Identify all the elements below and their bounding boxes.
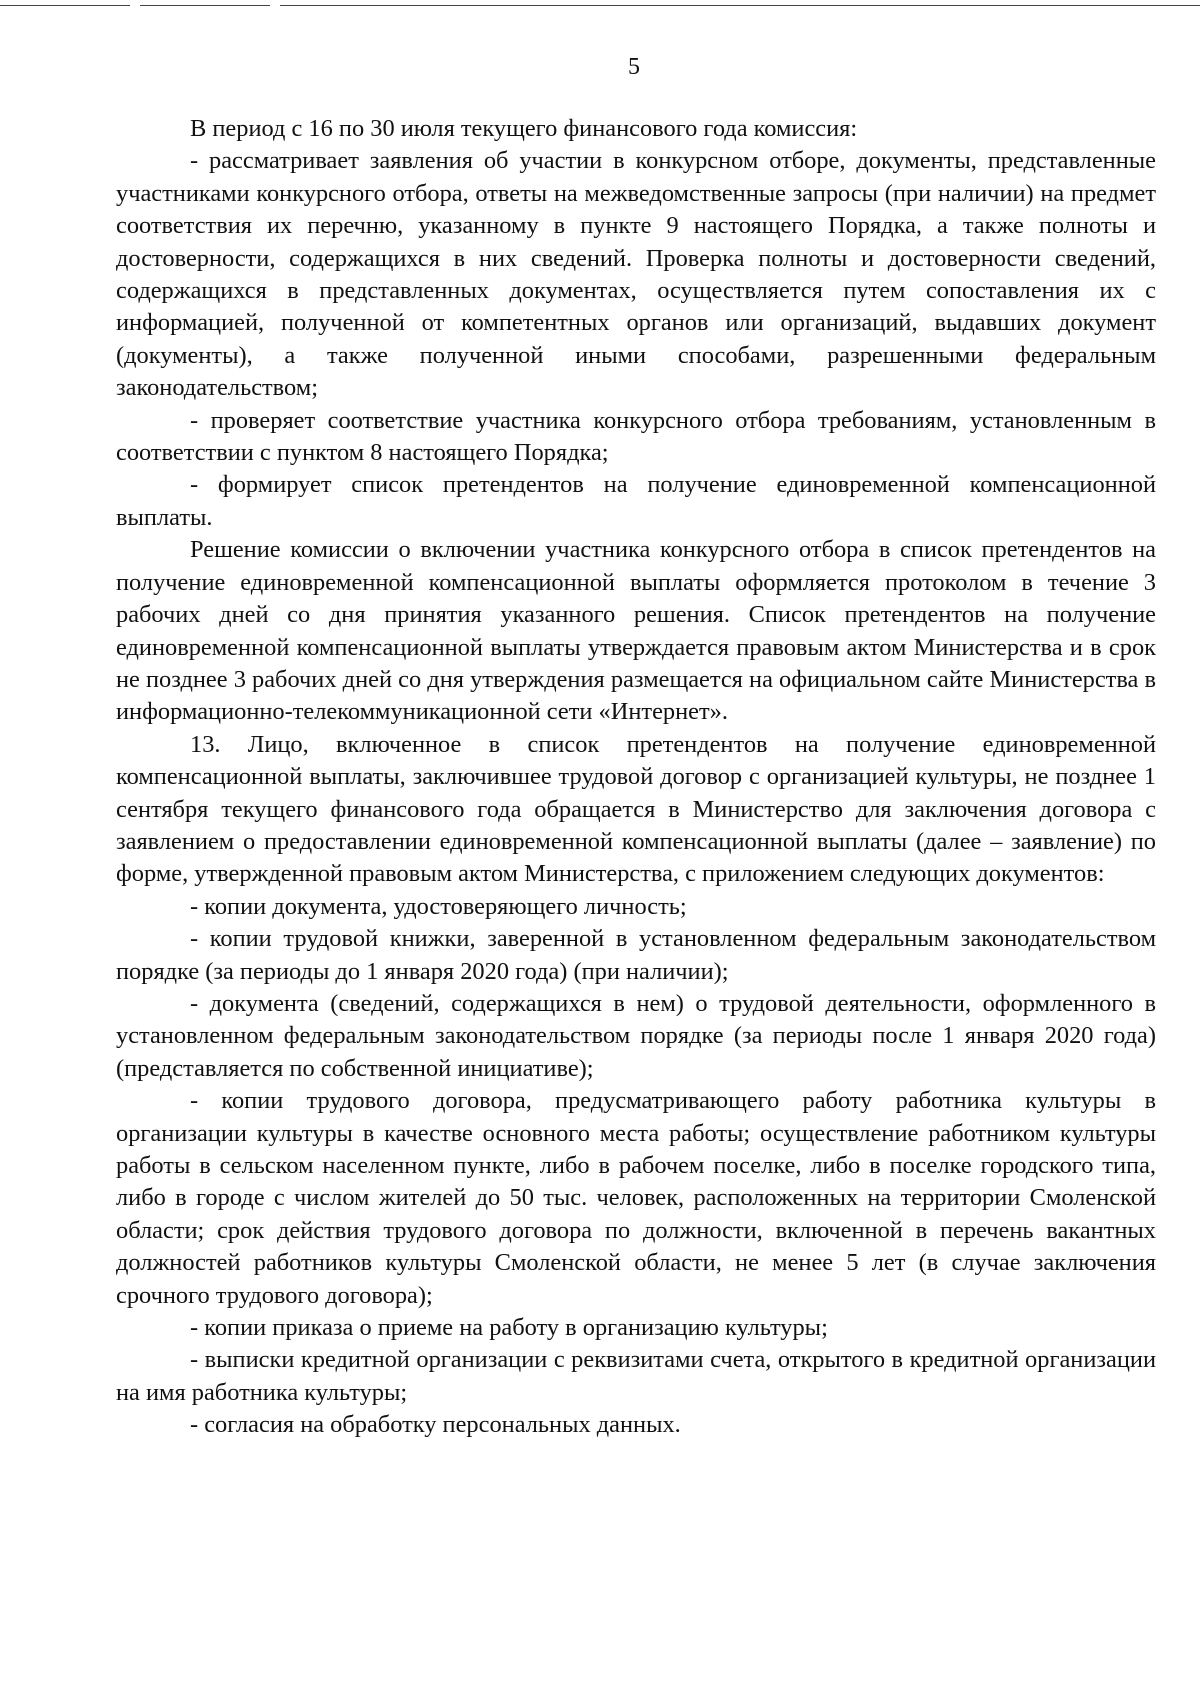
paragraph-intro: В период с 16 по 30 июля текущего финансового года комиссия: <box>190 115 858 142</box>
scan-edge-gap <box>270 5 280 6</box>
list-item-identity-document: - копии документа, удостоверяющего личность; <box>190 892 687 920</box>
document-body <box>116 113 1156 1442</box>
paragraph-clause-13: 13. Лицо, включенное в список претендентов на получение единовременной компенсационной выплаты, заключившее трудовой договор с организацией культуры, не позднее 1 сентября текущего финансового года обращается в Министерство для заключения договора с заявлением о предоставлении единовременной компенсационной выплаты (далее – заявление) по форме, утвержденной правовым актом Министерства, с приложением следующих документов: <box>116 730 1156 888</box>
paragraph-commission-decision: Решение комиссии о включении участника конкурсного отбора в список претендентов на получение единовременной компенсационной выплаты оформляется протоколом в течение 3 рабочих дней со дня принятия указанного решения. Список претендентов на получение единовременной компенсационной выплаты утверждается правовым актом Министерства и в срок не позднее 3 рабочих дней со дня утверждения размещается на официальном сайте Министерства в информационно-телекоммуникационной сети «Интернет». <box>116 536 1156 726</box>
scan-edge-gap <box>130 5 140 6</box>
page-number: 5 <box>628 54 640 80</box>
list-item-form-list: - формирует список претендентов на получение единовременной компенсационной выплаты. <box>116 471 1156 531</box>
list-item-labor-contract: - копии трудового договора, предусматривающего работу работника культуры в организации культуры в качестве основного места работы; осуществление работником культуры работы в сельском населенном пункте, либо в рабочем поселке, либо в поселке городского типа, либо в городе с числом жителей до 50 тыс. человек, расположенных на территории Смоленской области; срок действия трудового договора по должности, включенной в перечень вакантных должностей работников культуры Смоленской области, не менее 5 лет (в случае заключения срочного трудового договора); <box>116 1087 1156 1309</box>
list-item-check-compliance: - проверяет соответствие участника конкурсного отбора требованиям, установленным в соответствии с пунктом 8 настоящего Порядка; <box>116 406 1156 467</box>
list-item-personal-data-consent: - согласия на обработку персональных данных. <box>190 1411 681 1439</box>
list-item-hiring-order: - копии приказа о приеме на работу в организацию культуры; <box>190 1314 828 1342</box>
scan-edge-line <box>0 5 1200 6</box>
list-item-work-activity-info: - документа (сведений, содержащихся в нем) о трудовой деятельности, оформленного в установленном федеральным законодательством порядке (за периоды после 1 января 2020 года) (представляется по собственной инициативе); <box>116 989 1156 1082</box>
list-item-review-applications: - рассматривает заявления об участии в конкурсном отборе, документы, представленные участниками конкурсного отбора, ответы на межведомственные запросы (при наличии) на предмет соответствия их перечню, указанному в пункте 9 настоящего Порядка, а также полноты и достоверности, содержащихся в них сведений. Проверка полноты и достоверности сведений, содержащихся в представленных документах, осуществляется путем сопоставления их с информацией, полученной от компетентных органов или организаций, выдавших документ (документы), а также полученной иными способами, разрешенными федеральным законодательством; <box>116 147 1156 402</box>
list-item-work-book: - копии трудовой книжки, заверенной в установленном федеральным законодательством порядке (за периоды до 1 января 2020 года) (при наличии); <box>116 925 1156 985</box>
list-item-bank-statement: - выписки кредитной организации с реквизитами счета, открытого в кредитной организации на имя работника культуры; <box>116 1346 1156 1406</box>
